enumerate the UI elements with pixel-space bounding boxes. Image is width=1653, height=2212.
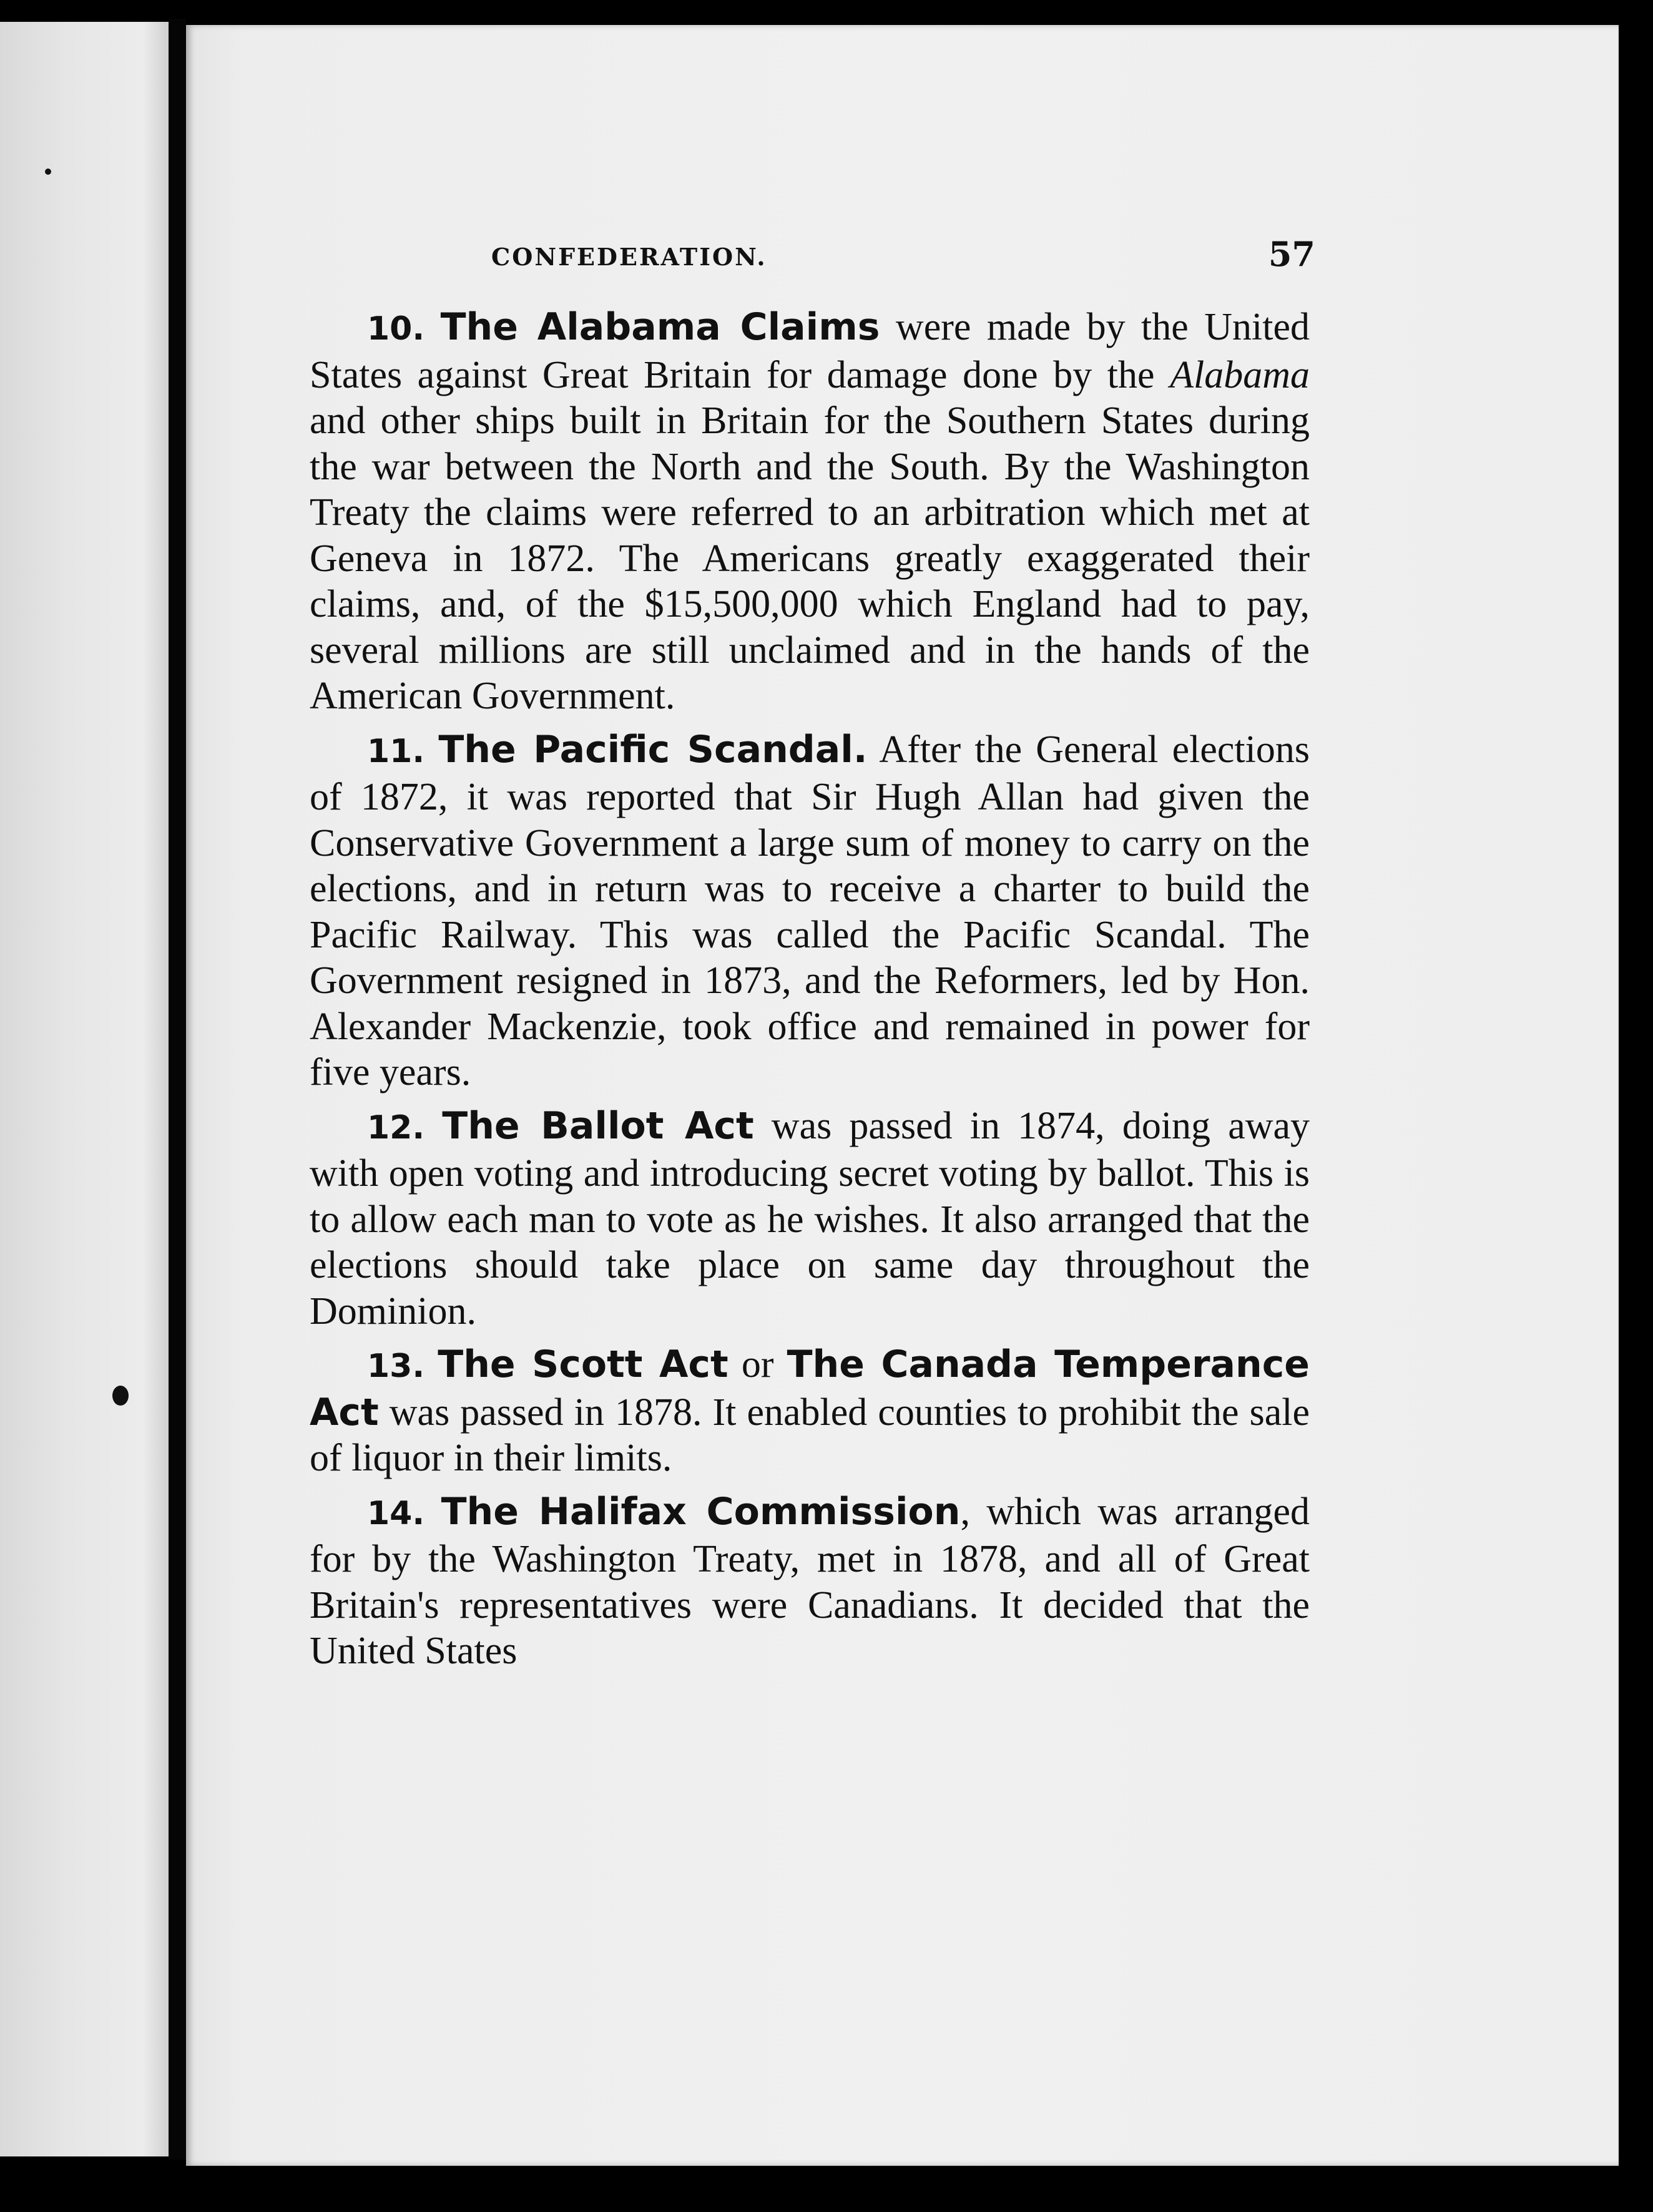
section-12 — [310, 1104, 1310, 1335]
section-text: After the General elections of 1872, it was reported that Sir Hugh Allan had given the Conservative Government a large sum of money to carry on the elections, and in return was to receive a charter to build the Pacific Railway. This was called the Pacific Scandal. The Government resigned in 1873, and the Reformers, led by Hon. Alexander Mackenzie, took office and remained in power for five years. — [310, 728, 1310, 1094]
section-heading: The Alabama Claims — [440, 305, 880, 349]
ink-speck — [112, 1386, 129, 1406]
section-14 — [310, 1489, 1310, 1675]
section-number: 10. — [367, 310, 425, 348]
section-13 — [310, 1342, 1310, 1482]
section-heading: The Ballot Act — [442, 1104, 754, 1148]
ship-name: Alabama — [1170, 353, 1310, 396]
page-body — [310, 305, 1310, 1675]
facing-page-edge — [0, 22, 169, 2156]
section-heading: The Scott Act — [438, 1343, 728, 1386]
section-text: was passed in 1874, doing away with open voting and introducing secret voting by ballot. This is to allow each man to vote as he wishes. It also arranged that the elections should take place on same day throughout the Dominion. — [310, 1104, 1310, 1333]
section-heading: The Halifax Commission — [441, 1489, 961, 1534]
section-number: 12. — [367, 1108, 425, 1147]
section-11 — [310, 727, 1310, 1096]
page-header — [491, 234, 1315, 284]
section-text: were made by the United States against Great Britain for damage done by the — [310, 306, 1310, 396]
ink-speck — [45, 169, 51, 175]
section-text: was passed in 1878. It enabled counties to prohibit the sale of liquor in their limits. — [310, 1391, 1310, 1479]
book-gutter — [169, 19, 186, 2160]
section-text: , which was arranged for by the Washington Treaty, met in 1878, and all of Great Britain's representatives were Canadians. It decided that the United States — [310, 1490, 1310, 1672]
section-number: 13. — [367, 1348, 425, 1385]
section-heading: The Pacific Scandal. — [438, 727, 868, 771]
running-head: CONFEDERATION. — [491, 243, 767, 271]
section-text: and other ships built in Britain for the Southern States during the war between the North and the South. By the Washington Treaty the claims were referred to an arbitration which met at Geneva in 1872. The Americans greatly exaggerated their claims, and, of the $15,500,000 which England had to pay, several millions are still unclaimed and in the hands of the American Government. — [310, 399, 1310, 717]
page-number: 57 — [1268, 234, 1315, 274]
section-connector: or — [728, 1343, 787, 1386]
section-number: 14. — [367, 1494, 425, 1532]
section-10 — [310, 305, 1310, 720]
section-heading-alt: The Canada Temperance Act — [310, 1343, 1310, 1434]
section-number: 11. — [367, 732, 425, 770]
